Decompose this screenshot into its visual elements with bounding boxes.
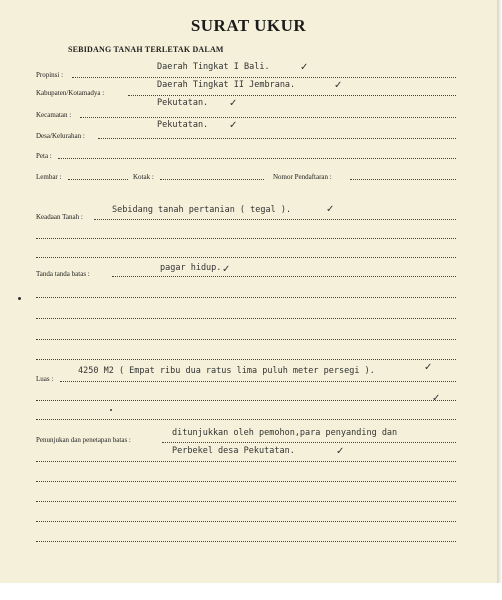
luas-label: Luas : bbox=[36, 375, 54, 383]
check-mark: ✓ bbox=[229, 98, 238, 109]
ink-spot bbox=[18, 297, 21, 300]
blank-dotted-line bbox=[36, 318, 456, 319]
penunjukan-dotted-line bbox=[162, 442, 456, 443]
check-mark: ✓ bbox=[229, 120, 238, 131]
penunjukan-label: Penunjukan dan penetapan batas : bbox=[36, 436, 131, 444]
page-edge-shadow bbox=[497, 0, 502, 583]
check-mark: ✓ bbox=[326, 204, 335, 215]
desa-label: Desa/Kelurahan : bbox=[36, 132, 85, 140]
nomor-pendaftaran-label: Nomor Pendaftaran : bbox=[273, 173, 332, 181]
lembar-label: Lembar : bbox=[36, 173, 62, 181]
kabupaten-dotted-line bbox=[128, 95, 456, 96]
lembar-dotted-line bbox=[68, 179, 128, 180]
luas-value: 4250 M2 ( Empat ribu dua ratus lima puluh meter persegi ). bbox=[78, 366, 375, 376]
provinsi-value: Daerah Tingkat I Bali. bbox=[157, 62, 270, 72]
check-mark: ✓ bbox=[432, 393, 441, 404]
document-title: SURAT UKUR bbox=[190, 16, 307, 35]
blank-dotted-line bbox=[36, 238, 456, 239]
peta-dotted-line bbox=[58, 158, 456, 159]
tanda-batas-value: pagar hidup. bbox=[160, 263, 222, 273]
luas-dotted-line bbox=[60, 381, 456, 382]
kecamatan-label: Kecamatan : bbox=[36, 111, 72, 119]
kabupaten-label: Kabupaten/Kotamadya : bbox=[36, 89, 105, 97]
check-mark: ✓ bbox=[424, 362, 433, 373]
blank-dotted-line bbox=[36, 521, 456, 522]
blank-dotted-line bbox=[36, 541, 456, 542]
ink-spot bbox=[110, 409, 112, 411]
kecamatan-value: Pekutatan. bbox=[157, 98, 209, 108]
blank-dotted-line bbox=[36, 481, 456, 482]
penunjukan-value-line2: Perbekel desa Pekutatan. bbox=[172, 446, 295, 456]
keadaan-tanah-label: Keadaan Tanah : bbox=[36, 213, 83, 221]
blank-dotted-line bbox=[36, 501, 456, 502]
provinsi-dotted-line bbox=[72, 77, 456, 78]
check-mark: ✓ bbox=[222, 264, 231, 275]
provinsi-label: Propinsi : bbox=[36, 71, 64, 79]
check-mark: ✓ bbox=[334, 80, 343, 91]
check-mark: ✓ bbox=[336, 446, 345, 457]
blank-dotted-line bbox=[36, 419, 456, 420]
tanda-batas-dotted-line bbox=[112, 276, 456, 277]
penunjukan-value-line1: ditunjukkan oleh pemohon,para penyanding dan bbox=[172, 428, 398, 438]
document-subtitle: SEBIDANG TANAH TERLETAK DALAM bbox=[68, 45, 224, 54]
blank-dotted-line bbox=[36, 257, 456, 258]
kecamatan-dotted-line bbox=[80, 117, 456, 118]
desa-value: Pekutatan. bbox=[157, 120, 209, 130]
blank-dotted-line bbox=[36, 400, 456, 401]
keadaan-tanah-value: Sebidang tanah pertanian ( tegal ). bbox=[112, 205, 292, 215]
peta-label: Peta : bbox=[36, 152, 52, 160]
blank-dotted-line bbox=[36, 461, 456, 462]
blank-dotted-line bbox=[36, 359, 456, 360]
keadaan-dotted-line bbox=[94, 219, 456, 220]
kotak-label: Kotak : bbox=[133, 173, 154, 181]
check-mark: ✓ bbox=[300, 62, 309, 73]
blank-dotted-line bbox=[36, 339, 456, 340]
kotak-dotted-line bbox=[160, 179, 264, 180]
tanda-batas-label: Tanda tanda batas : bbox=[36, 270, 90, 278]
desa-dotted-line bbox=[98, 138, 456, 139]
nomor-pendaftaran-dotted-line bbox=[350, 179, 456, 180]
kabupaten-value: Daerah Tingkat II Jembrana. bbox=[157, 80, 296, 90]
blank-dotted-line bbox=[36, 297, 456, 298]
